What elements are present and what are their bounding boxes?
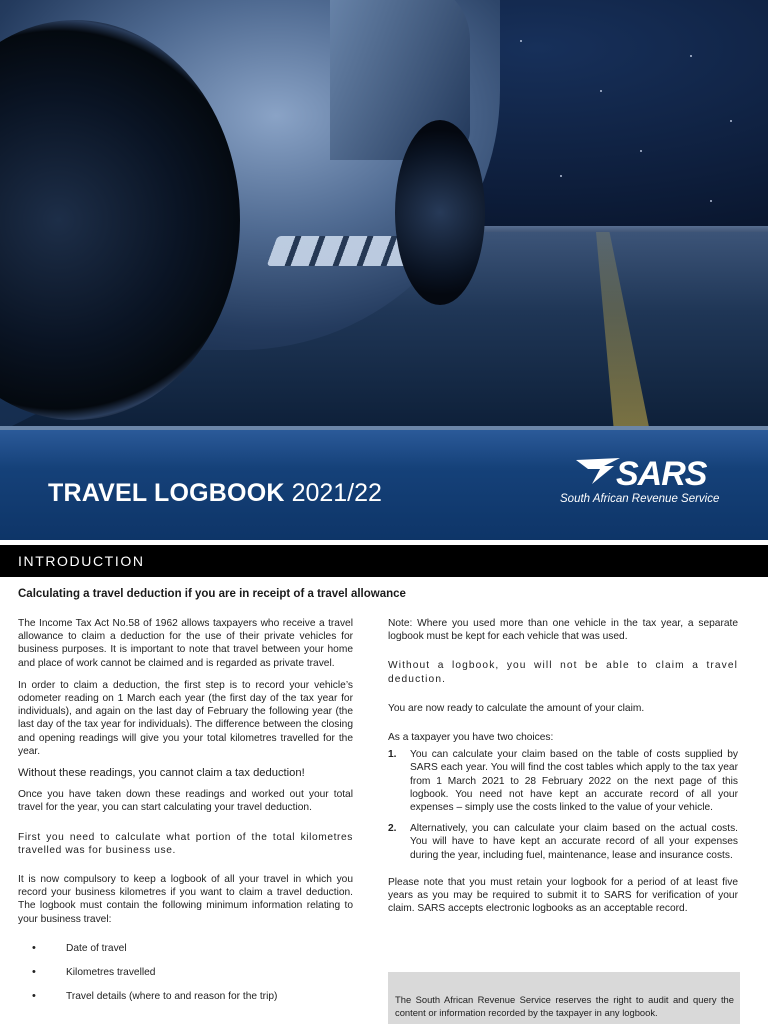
list-text: Alternatively, you can calculate your claim based on the actual costs. You will have to have kept an accurate record of all your expenses during the year, including fuel, maintenance, lease and insurance costs.: [410, 823, 738, 861]
audit-note-box: The South African Revenue Service reserves the right to audit and query the content or information recorded by the taxpayer in any logbook.: [388, 972, 740, 1024]
title-bold: TRAVEL LOGBOOK: [48, 479, 285, 507]
title-year: 2021/22: [291, 479, 382, 507]
sars-logo: [560, 456, 730, 512]
paragraph: In order to claim a deduction, the first step is to record your vehicle’s odometer reading on 1 March each year (the first day of the tax year for individuals), and again on the last day of February the following year (the last day of the tax year for individuals). The difference between the closing and opening readings will give you your total kilometres travelled for the year.: [18, 679, 353, 757]
list-item: [388, 748, 738, 814]
star: [560, 175, 562, 177]
list-item: [388, 822, 738, 862]
requirements-list: [32, 942, 353, 1004]
paragraph: Once you have taken down these readings and worked out your total travel for the year, you can start calculating your travel deduction.: [18, 789, 353, 814]
star: [690, 55, 692, 57]
logo-subtitle: South African Revenue Service: [560, 493, 720, 505]
star: [520, 40, 522, 42]
section-title: INTRODUCTION: [0, 545, 768, 577]
left-column: [18, 617, 353, 1014]
paragraph: The Income Tax Act No.58 of 1962 allows taxpayers who receive a travel allowance to claim a deduction for the use of their private vehicles for business purposes. It is important to note that travel between your home and place of work cannot be claimed and is regarded as private travel.: [18, 618, 353, 669]
list-text: You can calculate your claim based on the table of costs supplied by SARS each year. You will find the cost tables which apply to the tax year from 1 March 2021 to 28 February 2022 on the next page of this logbook. You need not have kept an accurate record of all your expenses – simply use the costs linked to the value of your vehicle.: [410, 749, 738, 814]
choices-list: [388, 748, 738, 862]
list-item: • Travel details (where to and reason for the trip): [32, 990, 353, 1003]
list-item: • Kilometres travelled: [32, 966, 353, 979]
paragraph: It is now compulsory to keep a logbook of all your travel in which you record your business kilometres if you want to claim a travel deduction. The logbook must contain the following minimum information relating to your business travel:: [18, 874, 353, 925]
paragraph: You are now ready to calculate the amount of your claim.: [388, 702, 645, 714]
star: [640, 150, 642, 152]
star: [710, 200, 712, 202]
list-number: 2.: [388, 823, 397, 835]
star: [730, 120, 732, 122]
paragraph: Please note that you must retain your logbook for a period of at least five years as you may be required to submit it to SARS for verification of your claim. SARS accepts electronic logbooks as an acceptable record.: [388, 876, 738, 915]
list-item: • Date of travel: [32, 942, 353, 955]
paragraph: Note: Where you used more than one vehicle in the tax year, a separate logbook must be kept for each vehicle that was used.: [388, 618, 738, 643]
star: [600, 90, 602, 92]
logbook-title: [48, 478, 382, 508]
subheading: Calculating a travel deduction if you are in receipt of a travel allowance: [18, 588, 406, 600]
warning-text: Without these readings, you cannot claim a tax deduction!: [18, 767, 305, 780]
right-column: [388, 617, 738, 924]
paragraph: Without a logbook, you will not be able to claim a travel deduction.: [388, 660, 738, 685]
list-number: 1.: [388, 749, 397, 761]
car-rear-wheel: [395, 120, 485, 305]
sars-swoosh-icon: [574, 456, 622, 486]
logo-text: SARS: [616, 455, 707, 493]
paragraph: As a taxpayer you have two choices:: [388, 732, 554, 744]
paragraph: First you need to calculate what portion of the total kilometres travelled was for business use.: [18, 831, 353, 856]
